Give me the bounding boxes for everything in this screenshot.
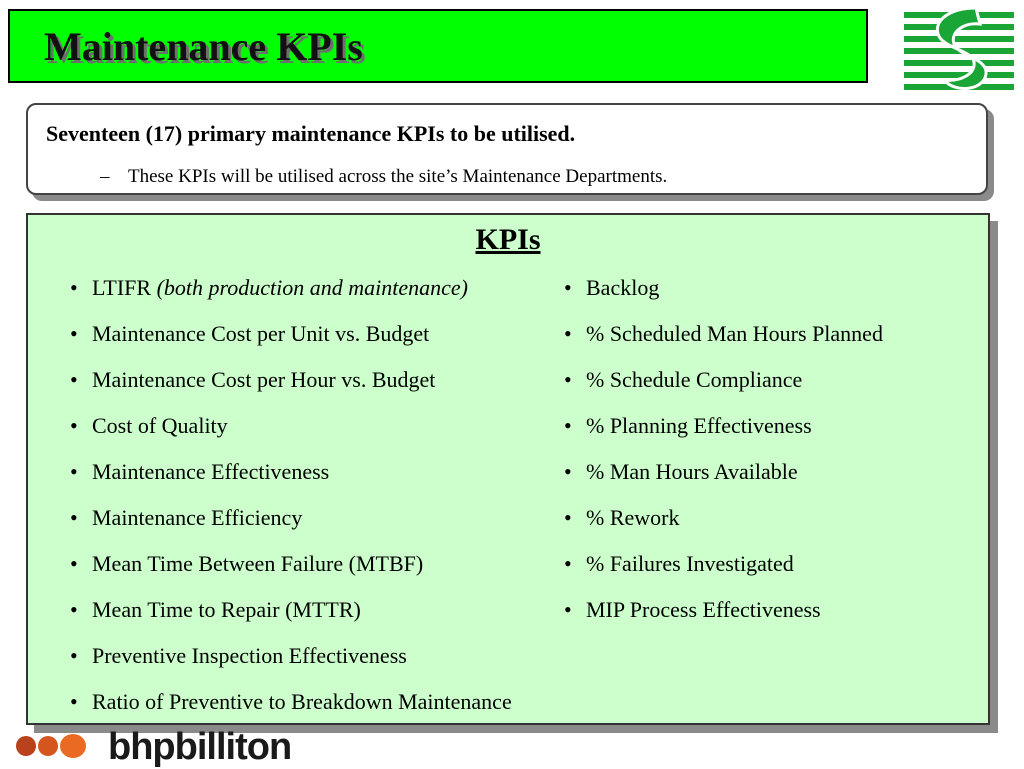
list-item: [564, 367, 883, 413]
kpi-ltifr-label: LTIFR: [92, 275, 152, 300]
list-item: [70, 459, 512, 505]
bullet-icon: •: [70, 505, 78, 530]
kpi-label: Preventive Inspection Effectiveness: [92, 643, 407, 668]
bullet-icon: •: [564, 367, 572, 392]
bullet-icon: •: [70, 275, 78, 300]
kpi-heading: KPIs: [475, 223, 541, 256]
kpi-label: Cost of Quality: [92, 413, 228, 438]
list-item: [70, 413, 512, 459]
list-item: [70, 597, 512, 643]
bullet-icon: •: [564, 459, 572, 484]
intro-statement: Seventeen (17) primary maintenance KPIs to be utilised.: [46, 121, 576, 146]
intro-sub-statement: These KPIs will be utilised across the site’s Maintenance Departments.: [128, 166, 668, 187]
list-item: [564, 321, 883, 367]
kpi-label: MIP Process Effectiveness: [586, 597, 821, 622]
bullet-icon: •: [70, 643, 78, 668]
kpi-label: Maintenance Cost per Unit vs. Budget: [92, 321, 430, 346]
bullet-icon: •: [70, 459, 78, 484]
kpi-label: % Schedule Compliance: [586, 367, 803, 392]
list-item: [564, 505, 883, 551]
bullet-icon: •: [70, 413, 78, 438]
bullet-icon: •: [564, 551, 572, 576]
list-item: [70, 551, 512, 597]
bullet-icon: •: [70, 597, 78, 622]
bullet-icon: •: [564, 505, 572, 530]
kpi-label: % Scheduled Man Hours Planned: [586, 321, 883, 346]
bhp-footer-logo: [16, 726, 336, 766]
kpi-list-right: [564, 275, 883, 643]
intro-dash: –: [100, 166, 110, 187]
kpi-label: Maintenance Cost per Hour vs. Budget: [92, 367, 436, 392]
bullet-icon: •: [70, 321, 78, 346]
intro-box: [26, 103, 988, 195]
bhp-dots-logo-icon: [16, 734, 88, 758]
brand-name: bhpbilliton: [108, 726, 292, 768]
bullet-icon: •: [564, 597, 572, 622]
list-item: [564, 597, 883, 643]
kpi-label: Maintenance Effectiveness: [92, 459, 330, 484]
kpi-label: Mean Time Between Failure (MTBF): [92, 551, 424, 576]
bullet-icon: •: [70, 367, 78, 392]
list-item: [70, 505, 512, 551]
kpi-label: % Man Hours Available: [586, 459, 798, 484]
bullet-icon: •: [70, 689, 78, 714]
kpi-label: % Failures Investigated: [586, 551, 794, 576]
list-item: [564, 551, 883, 597]
list-item: [70, 643, 512, 689]
page-title: Maintenance KPIs: [44, 24, 363, 69]
kpi-label: Mean Time to Repair (MTTR): [92, 597, 361, 622]
list-item: [70, 275, 512, 321]
kpi-ltifr-note: (both production and maintenance): [156, 275, 468, 300]
list-item: [564, 275, 883, 321]
kpi-label: Maintenance Efficiency: [92, 505, 303, 530]
title-bar: [8, 9, 868, 83]
green-s-logo-icon: [900, 4, 1018, 104]
list-item: [70, 367, 512, 413]
kpi-panel: [26, 213, 990, 725]
list-item: [564, 459, 883, 505]
kpi-label: % Rework: [586, 505, 680, 530]
kpi-label: % Planning Effectiveness: [586, 413, 812, 438]
kpi-list-left: [70, 275, 512, 735]
kpi-label: Ratio of Preventive to Breakdown Maintenance: [92, 689, 512, 714]
bullet-icon: •: [564, 413, 572, 438]
bullet-icon: •: [564, 321, 572, 346]
kpi-label: Backlog: [586, 275, 660, 300]
list-item: [70, 321, 512, 367]
list-item: [564, 413, 883, 459]
bullet-icon: •: [564, 275, 572, 300]
bullet-icon: •: [70, 551, 78, 576]
